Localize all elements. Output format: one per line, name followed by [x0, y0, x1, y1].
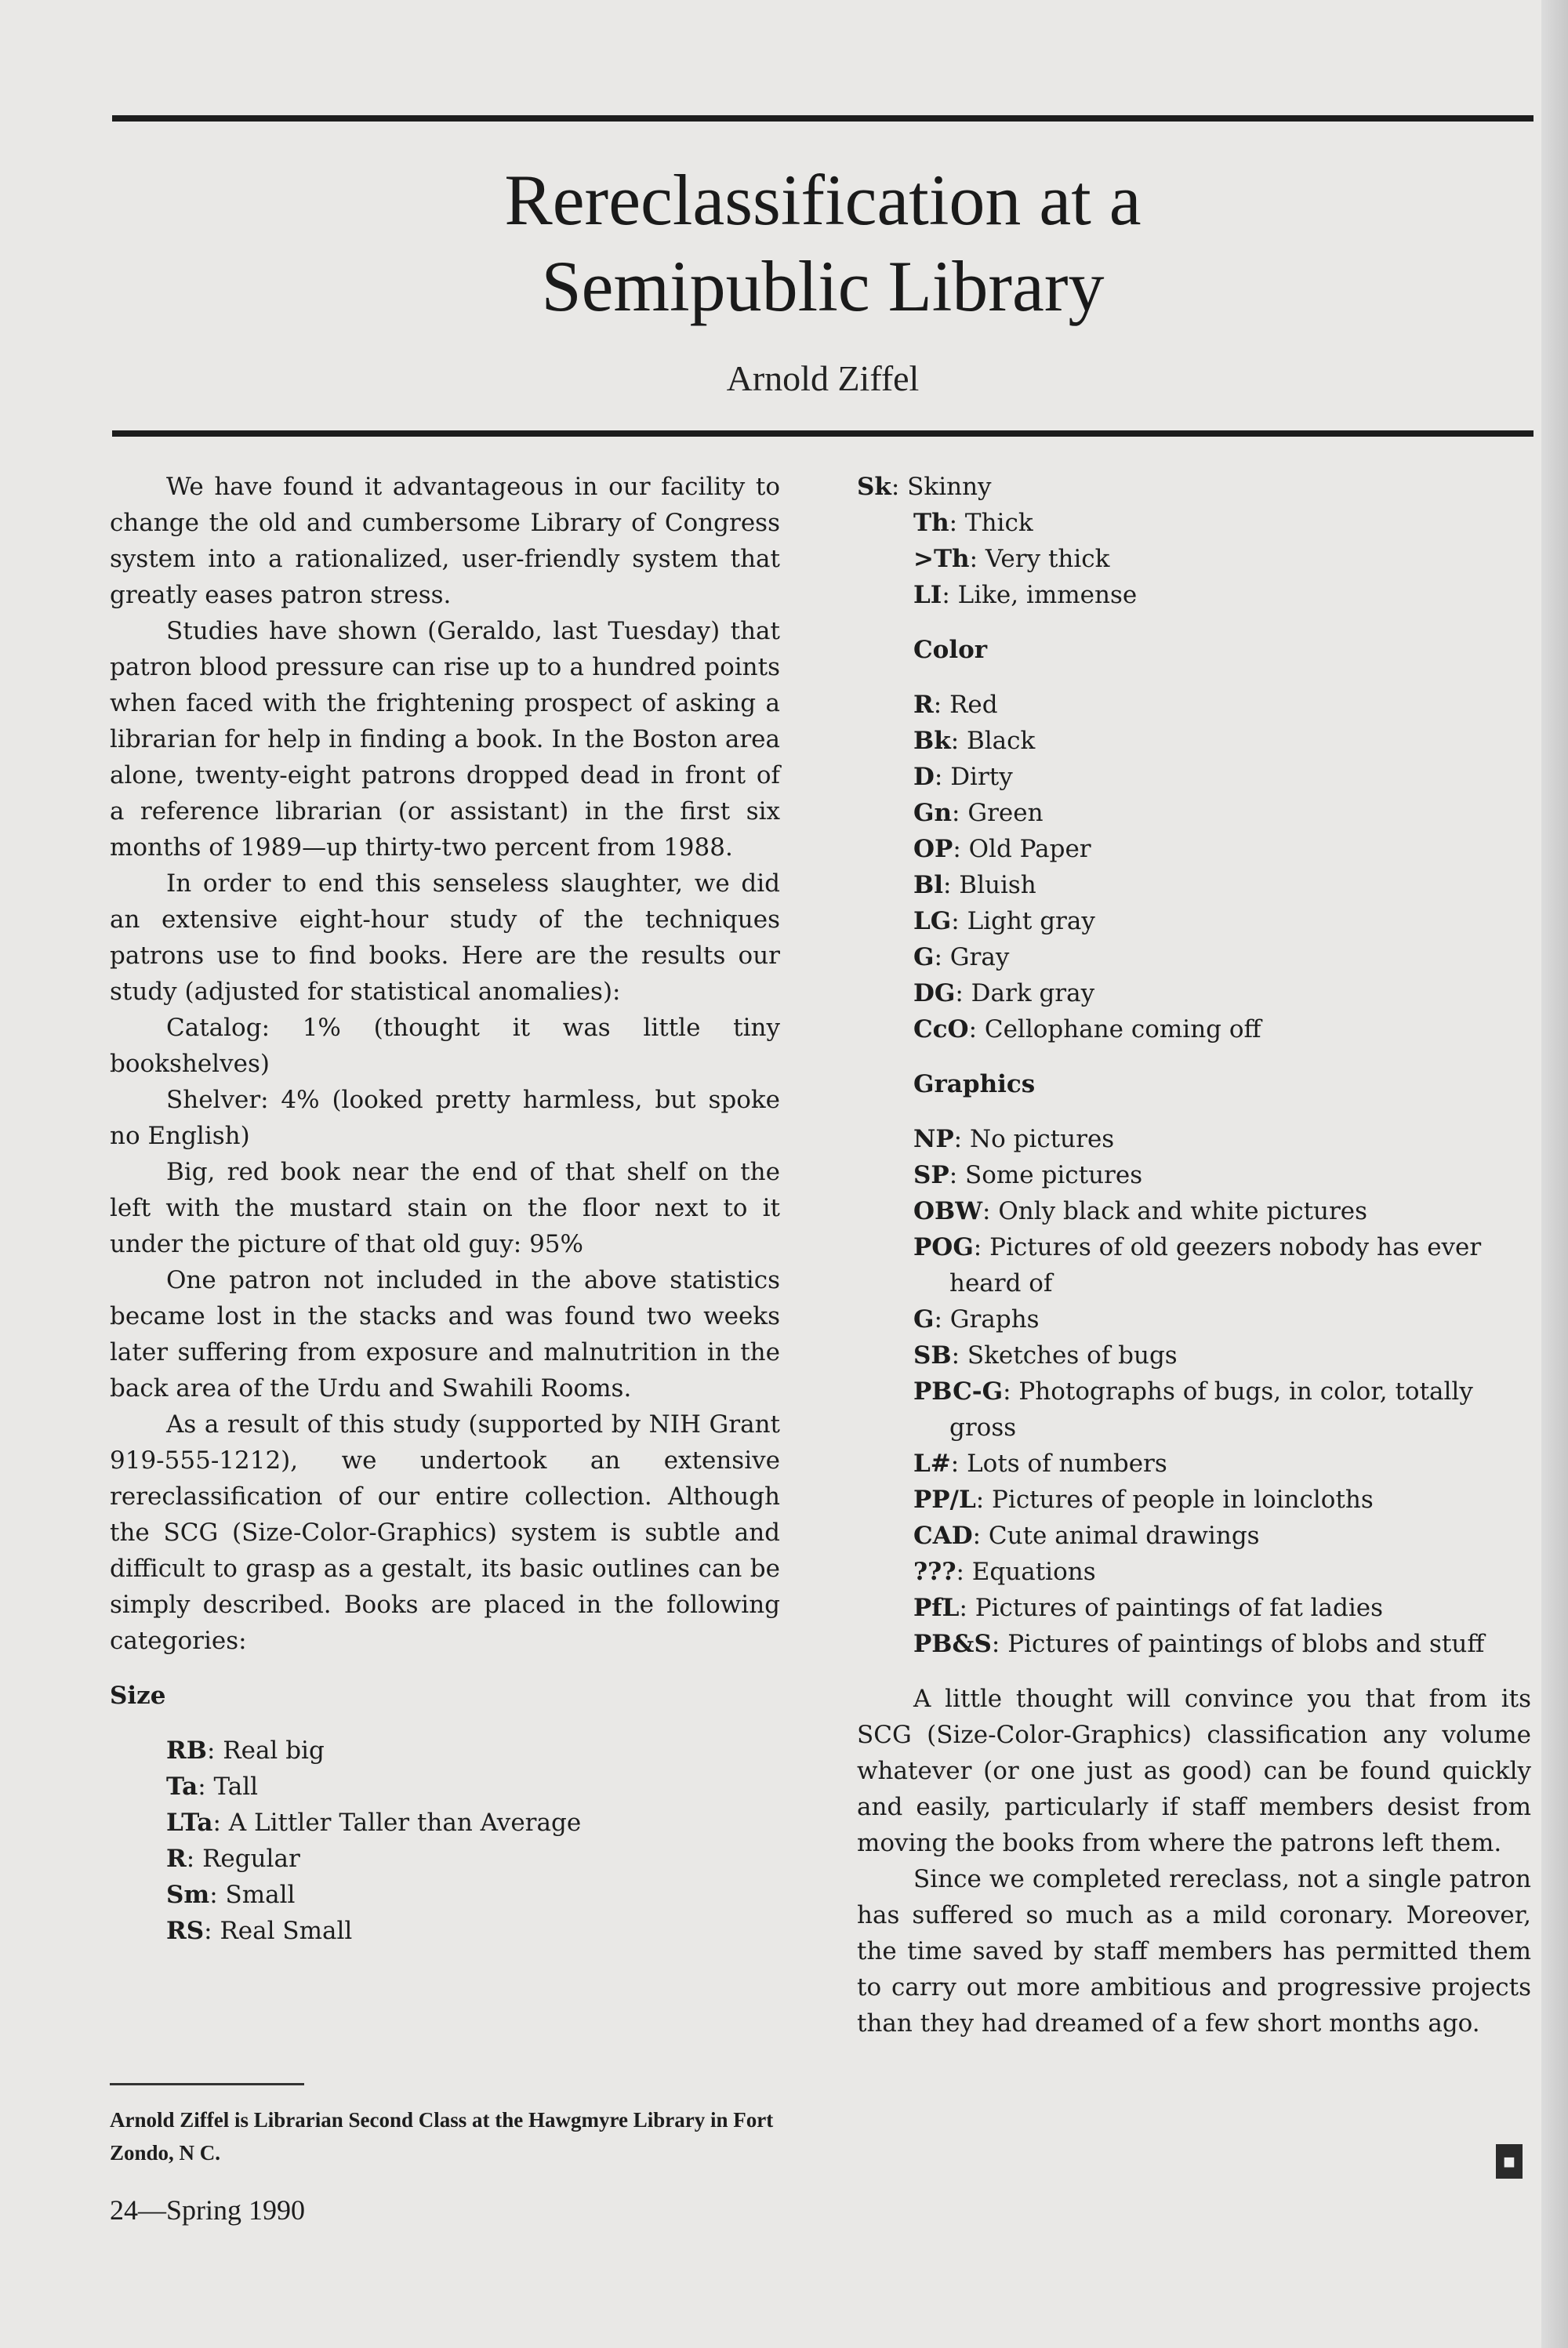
- category-item: [857, 759, 1531, 795]
- body-paragraph: Studies have shown (Geraldo, last Tuesday) that patron blood pressure can rise up to a hundred points when faced with the frightening prospect of asking a librarian for help in finding a book. In the Boston area alone, twenty-eight patrons dropped dead in front of a reference librarian (or assistant) in the first six months of 1989—up thirty-two percent from 1988.: [110, 617, 780, 862]
- category-item: [857, 1157, 1531, 1193]
- category-desc: : Sketches of bugs: [951, 1341, 1178, 1370]
- category-item: [110, 1913, 780, 1949]
- category-code: Th: [913, 509, 949, 537]
- category-desc: : Dark gray: [955, 979, 1095, 1007]
- footnote-rule: [110, 2083, 304, 2085]
- category-item: [857, 1518, 1531, 1554]
- category-desc: : No pictures: [953, 1125, 1115, 1153]
- category-code: G: [913, 943, 935, 971]
- category-item: [857, 469, 1531, 505]
- author-byline: Arnold Ziffel: [726, 358, 920, 398]
- size-category-list-continued: [857, 469, 1531, 613]
- category-code: R: [913, 691, 934, 719]
- body-paragraph: Since we completed rereclass, not a single patron has suffered so much as a mild coronary. Moreover, the time saved by staff members has permitted them to carry out more ambitious and progressive projects than they had dreamed of a few short months ago.: [857, 1865, 1531, 2038]
- category-item: [857, 687, 1531, 723]
- category-item: [857, 1554, 1531, 1590]
- category-item: [857, 505, 1531, 541]
- category-code: Bl: [913, 871, 943, 899]
- category-desc: : Real big: [206, 1737, 325, 1765]
- category-desc: : Pictures of people in loincloths: [975, 1486, 1374, 1514]
- page-folio: 24—Spring 1990: [110, 2194, 306, 2226]
- category-code: PBC-G: [913, 1377, 1004, 1406]
- category-item: [857, 975, 1531, 1011]
- category-code: Sm: [166, 1881, 210, 1909]
- author-bio-footnote: Arnold Ziffel is Librarian Second Class at the Hawgmyre Library in Fort Zondo, N C.: [110, 2108, 774, 2165]
- category-item: [857, 1229, 1531, 1301]
- category-desc: : Cute animal drawings: [972, 1522, 1260, 1550]
- body-paragraph: One patron not included in the above statistics became lost in the stacks and was found two weeks later suffering from exposure and malnutrition in the back area of the Urdu and Swahili Rooms.: [110, 1266, 780, 1403]
- category-code: OP: [913, 835, 953, 863]
- category-desc: : Small: [209, 1881, 296, 1909]
- category-code: DG: [913, 979, 956, 1007]
- category-item: [857, 1446, 1531, 1482]
- category-item: [110, 1841, 780, 1877]
- category-code: LI: [913, 581, 942, 609]
- category-item: [110, 1877, 780, 1913]
- category-item: [857, 541, 1531, 577]
- category-code: Gn: [913, 799, 953, 827]
- graphics-heading: Graphics: [913, 1070, 1036, 1098]
- category-code: LTa: [166, 1809, 213, 1837]
- category-desc: : Pictures of paintings of blobs and stuff: [991, 1630, 1485, 1658]
- category-item: [110, 1769, 780, 1805]
- category-item: [857, 1193, 1531, 1229]
- category-code: RS: [166, 1917, 205, 1945]
- title-line-1: Rereclassification at a: [504, 160, 1142, 240]
- category-code: SP: [913, 1161, 949, 1189]
- category-desc: : Old Paper: [953, 835, 1091, 863]
- category-desc: : Very thick: [969, 545, 1110, 573]
- category-code: CAD: [913, 1522, 973, 1550]
- category-desc: : Dirty: [934, 763, 1013, 791]
- category-desc: : Regular: [186, 1845, 300, 1873]
- category-item: [857, 1626, 1531, 1662]
- category-desc: : Cellophane coming off: [968, 1015, 1261, 1043]
- category-code: PP/L: [913, 1486, 976, 1514]
- category-desc: : Pictures of old geezers nobody has ever heard of: [949, 1233, 1482, 1297]
- category-item: [857, 795, 1531, 831]
- category-desc: : Bluish: [942, 871, 1036, 899]
- category-code: Ta: [166, 1773, 198, 1801]
- category-item: [110, 1805, 780, 1841]
- category-code: POG: [913, 1233, 974, 1261]
- right-column: [857, 469, 1531, 2041]
- category-item: [857, 1374, 1531, 1446]
- category-code: >Th: [913, 545, 970, 573]
- body-paragraph: A little thought will convince you that from its SCG (Size-Color-Graphics) classification any volume whatever (or one just as good) can be found quickly and easily, particularly if staff members desist from moving the books from where the patrons left them.: [857, 1685, 1531, 1857]
- study-result: Big, red book near the end of that shelf on the left with the mustard stain on the floor next to it under the picture of that old guy: 95%: [110, 1158, 780, 1258]
- study-result: Shelver: 4% (looked pretty harmless, but spoke no English): [110, 1086, 780, 1150]
- size-category-list: [110, 1733, 780, 1949]
- category-desc: : Equations: [956, 1558, 1096, 1586]
- category-desc: : Green: [952, 799, 1044, 827]
- body-paragraph: In order to end this senseless slaughter, we did an extensive eight-hour study of the techniques patrons use to find books. Here are the results our study (adjusted for statistical anomalies):: [110, 869, 780, 1006]
- category-code: RB: [166, 1737, 207, 1765]
- category-code: Bk: [913, 727, 951, 755]
- category-code: PfL: [913, 1594, 960, 1622]
- top-rule: [112, 115, 1534, 122]
- category-desc: : Gray: [934, 943, 1010, 971]
- category-item: [110, 1733, 780, 1769]
- category-item: [857, 1590, 1531, 1626]
- category-item: [857, 1011, 1531, 1047]
- color-category-list: [857, 687, 1531, 1047]
- category-desc: : Red: [933, 691, 998, 719]
- category-item: [857, 867, 1531, 903]
- category-item: [857, 903, 1531, 939]
- category-code: G: [913, 1305, 935, 1334]
- category-code: OBW: [913, 1197, 983, 1225]
- category-desc: : Tall: [198, 1773, 259, 1801]
- category-code: Sk: [857, 473, 891, 501]
- category-code: ???: [913, 1558, 956, 1586]
- category-code: L#: [913, 1450, 951, 1478]
- article-title: [112, 157, 1534, 329]
- category-desc: : A Littler Taller than Average: [212, 1809, 582, 1837]
- category-desc: : Some pictures: [949, 1161, 1143, 1189]
- category-desc: : Pictures of paintings of fat ladies: [959, 1594, 1384, 1622]
- category-desc: : Only black and white pictures: [982, 1197, 1368, 1225]
- category-desc: : Black: [950, 727, 1036, 755]
- page-gutter-shadow: [1541, 0, 1568, 2348]
- title-line-2: Semipublic Library: [541, 246, 1105, 326]
- category-item: [857, 1337, 1531, 1374]
- category-item: [857, 939, 1531, 975]
- category-code: SB: [913, 1341, 952, 1370]
- category-code: D: [913, 763, 935, 791]
- category-code: LG: [913, 907, 952, 935]
- title-rule: [112, 430, 1534, 437]
- body-paragraph: We have found it advantageous in our facility to change the old and cumbersome Library of Congress system into a rationalized, user-friendly system that greatly eases patron stress.: [110, 473, 780, 609]
- category-code: NP: [913, 1125, 954, 1153]
- color-heading: Color: [913, 636, 988, 664]
- category-desc: : Real Small: [204, 1917, 353, 1945]
- category-desc: : Skinny: [891, 473, 992, 501]
- category-code: PB&S: [913, 1630, 992, 1658]
- category-item: [857, 831, 1531, 867]
- category-item: [857, 1301, 1531, 1337]
- category-desc: : Light gray: [951, 907, 1095, 935]
- category-desc: : Graphs: [934, 1305, 1040, 1334]
- category-item: [857, 577, 1531, 613]
- category-desc: : Thick: [949, 509, 1033, 537]
- left-column: [110, 469, 780, 1949]
- category-item: [857, 723, 1531, 759]
- category-desc: : Photographs of bugs, in color, totally gross: [949, 1377, 1473, 1442]
- graphics-category-list: [857, 1121, 1531, 1662]
- category-code: CcO: [913, 1015, 969, 1043]
- category-desc: : Lots of numbers: [950, 1450, 1167, 1478]
- category-code: R: [166, 1845, 187, 1873]
- category-item: [857, 1121, 1531, 1157]
- size-heading: Size: [110, 1682, 166, 1710]
- end-of-article-mark: ■: [1496, 2144, 1523, 2179]
- category-desc: : Like, immense: [942, 581, 1138, 609]
- category-item: [857, 1482, 1531, 1518]
- study-result: Catalog: 1% (thought it was little tiny bookshelves): [110, 1014, 780, 1078]
- body-paragraph: As a result of this study (supported by NIH Grant 919-555-1212), we undertook an extensive rereclassification of our entire collection. Although the SCG (Size-Color-Graphics) system is subtle and difficult to grasp as a gestalt, its basic outlines can be simply described. Books are placed in the following categories:: [110, 1410, 780, 1655]
